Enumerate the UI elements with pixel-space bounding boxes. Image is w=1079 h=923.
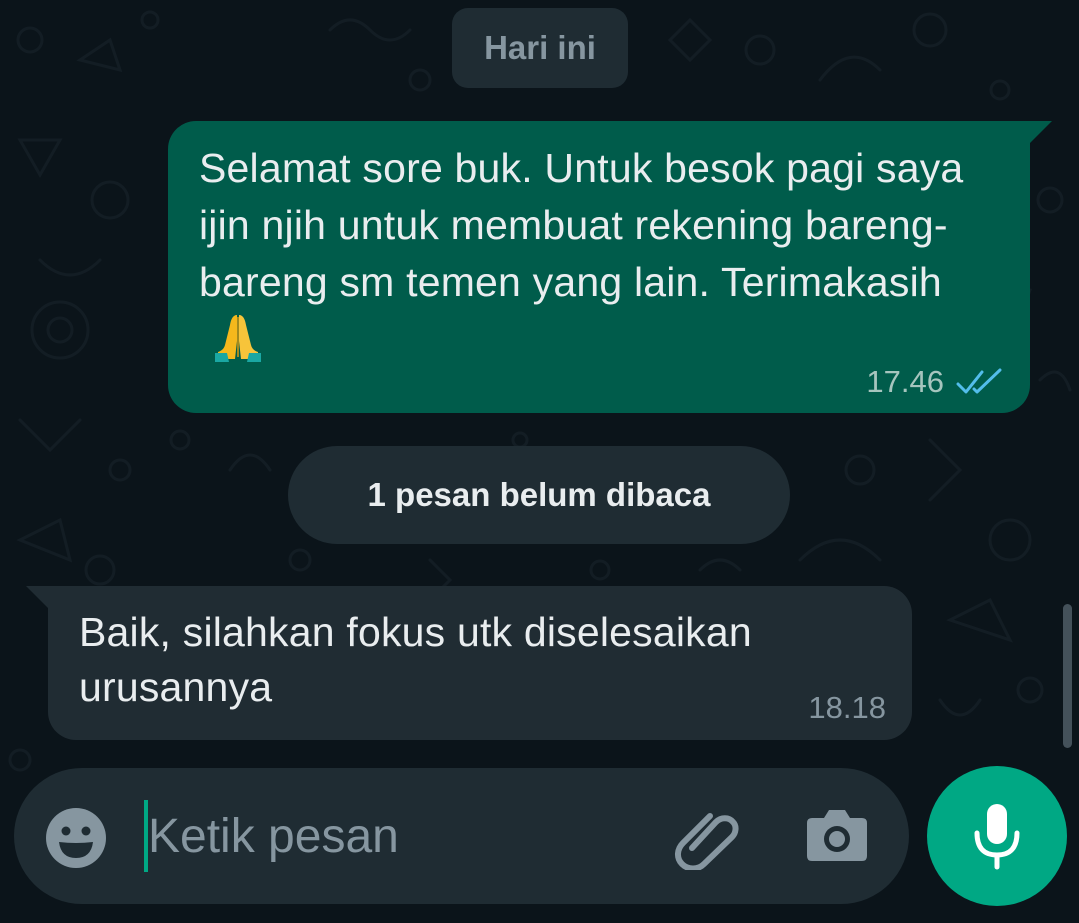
message-body: Selamat sore buk. Untuk besok pagi saya ijin njih untuk membuat rekening bareng-bareng sm temen yang lain. Terimakasih	[199, 145, 964, 305]
microphone-icon	[972, 801, 1022, 871]
message-text: Baik, silahkan fokus utk diselesaikan urusannya	[79, 609, 752, 710]
bubble-tail	[26, 586, 48, 608]
message-text	[199, 140, 989, 378]
message-meta	[866, 364, 1004, 400]
bubble-tail	[1030, 121, 1052, 143]
double-check-read-icon	[956, 367, 1004, 397]
chat-scrollbar[interactable]	[1063, 604, 1072, 748]
incoming-message[interactable]	[48, 586, 912, 740]
camera-icon[interactable]	[804, 804, 870, 864]
voice-record-button[interactable]	[927, 766, 1067, 906]
outgoing-message[interactable]	[168, 121, 1030, 413]
date-divider: Hari ini	[452, 8, 628, 88]
folded-hands-emoji-icon	[213, 311, 263, 378]
message-time: 17.46	[866, 364, 944, 399]
message-time: 18.18	[808, 690, 886, 725]
unread-messages-divider: 1 pesan belum dibaca	[288, 446, 790, 544]
message-composer	[14, 768, 909, 904]
paperclip-icon[interactable]	[672, 804, 746, 870]
message-input[interactable]	[148, 800, 648, 872]
emoji-icon[interactable]	[44, 806, 108, 870]
